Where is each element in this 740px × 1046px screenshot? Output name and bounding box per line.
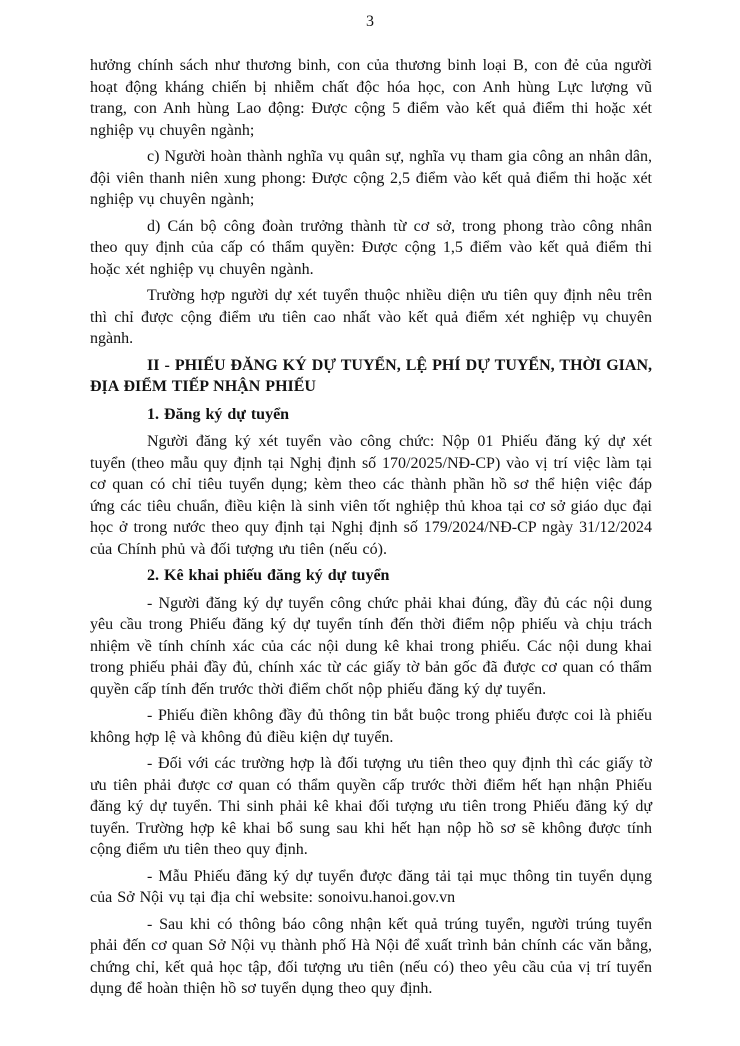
document-body <box>90 55 652 1000</box>
subsection-heading: 1. Đăng ký dự tuyển <box>147 405 290 423</box>
paragraph: - Sau khi có thông báo công nhận kết quả trúng tuyển, người trúng tuyển phải đến cơ quan Sở Nội vụ thành phố Hà Nội để xuất trình bản chính các văn bằng, chứng chỉ, kết quả học tập, đối tượng ưu tiên (nếu có) theo yêu cầu của vị trí tuyển dụng để hoàn thiện hồ sơ tuyển dụng theo quy định. <box>90 915 652 997</box>
paragraph: - Mẫu Phiếu đăng ký dự tuyển được đăng tải tại mục thông tin tuyển dụng của Sở Nội vụ tại địa chỉ website: sonoivu.hanoi.gov.vn <box>90 867 652 906</box>
paragraph: d) Cán bộ công đoàn trưởng thành từ cơ sở, trong phong trào công nhân theo quy định của cấp có thẩm quyền: Được cộng 1,5 điểm vào kết quả điểm thi hoặc xét nghiệp vụ chuyên ngành. <box>90 217 652 278</box>
paragraph: hưởng chính sách như thương binh, con của thương binh loại B, con đẻ của người hoạt động kháng chiến bị nhiễm chất độc hóa học, con Anh hùng Lực lượng vũ trang, con Anh hùng Lao động: Được cộng 5 điểm vào kết quả điểm thi hoặc xét nghiệp vụ chuyên ngành; <box>90 57 652 139</box>
paragraph: c) Người hoàn thành nghĩa vụ quân sự, nghĩa vụ tham gia công an nhân dân, đội viên thanh niên xung phong: Được cộng 2,5 điểm vào kết quả điểm thi hoặc xét nghiệp vụ chuyên ngành; <box>90 148 652 208</box>
paragraph: - Phiếu điền không đầy đủ thông tin bắt buộc trong phiếu được coi là phiếu không hợp lệ và không đủ điều kiện dự tuyển. <box>90 707 652 746</box>
page-number: 3 <box>366 13 374 30</box>
paragraph: Trường hợp người dự xét tuyển thuộc nhiều diện ưu tiên quy định nêu trên thì chỉ được cộng điểm ưu tiên cao nhất vào kết quả điểm xét nghiệp vụ chuyên ngành. <box>90 287 652 347</box>
section-heading: II - PHIẾU ĐĂNG KÝ DỰ TUYỂN, LỆ PHÍ DỰ TUYỂN, THỜI GIAN, ĐỊA ĐIỂM TIẾP NHẬN PHIẾU <box>90 356 652 395</box>
paragraph: - Người đăng ký dự tuyển công chức phải khai đúng, đầy đủ các nội dung yêu cầu trong Phiếu đăng ký dự tuyển tính đến thời điểm nộp phiếu và chịu trách nhiệm về tính chính xác của các nội dung kê khai trong phiếu. Các nội dung khai trong phiếu phải đầy đủ, chính xác từ các giấy tờ bản gốc đã được cơ quan có thẩm quyền cấp tính đến trước thời điểm chốt nộp phiếu đăng ký dự tuyển. <box>90 594 652 698</box>
paragraph: - Đối với các trường hợp là đối tượng ưu tiên theo quy định thì các giấy tờ ưu tiên phải được cơ quan có thẩm quyền cấp trước thời điểm hết hạn nhận Phiếu đăng ký dự tuyển. Thi sinh phải kê khai đối tượng ưu tiên trong Phiếu đăng ký dự tuyển. Trường hợp kê khai bổ sung sau khi hết hạn nộp hồ sơ sẽ không được tính cộng điểm ưu tiên theo quy định. <box>90 755 652 858</box>
subsection-heading: 2. Kê khai phiếu đăng ký dự tuyển <box>147 567 390 584</box>
paragraph: Người đăng ký xét tuyển vào công chức: Nộp 01 Phiếu đăng ký dự xét tuyển (theo mẫu quy định tại Nghị định số 170/2025/NĐ-CP) vào vị trí việc làm tại cơ quan có chỉ tiêu tuyển dụng; kèm theo các thành phần hồ sơ thể hiện việc đáp ứng các tiêu chuẩn, điều kiện là sinh viên tốt nghiệp thủ khoa tại cơ sở giáo dục đại học ở trong nước theo quy định tại Nghị định số 179/2024/NĐ-CP ngày 31/12/2024 của Chính phủ và đối tượng ưu tiên (nếu có). <box>90 433 652 558</box>
